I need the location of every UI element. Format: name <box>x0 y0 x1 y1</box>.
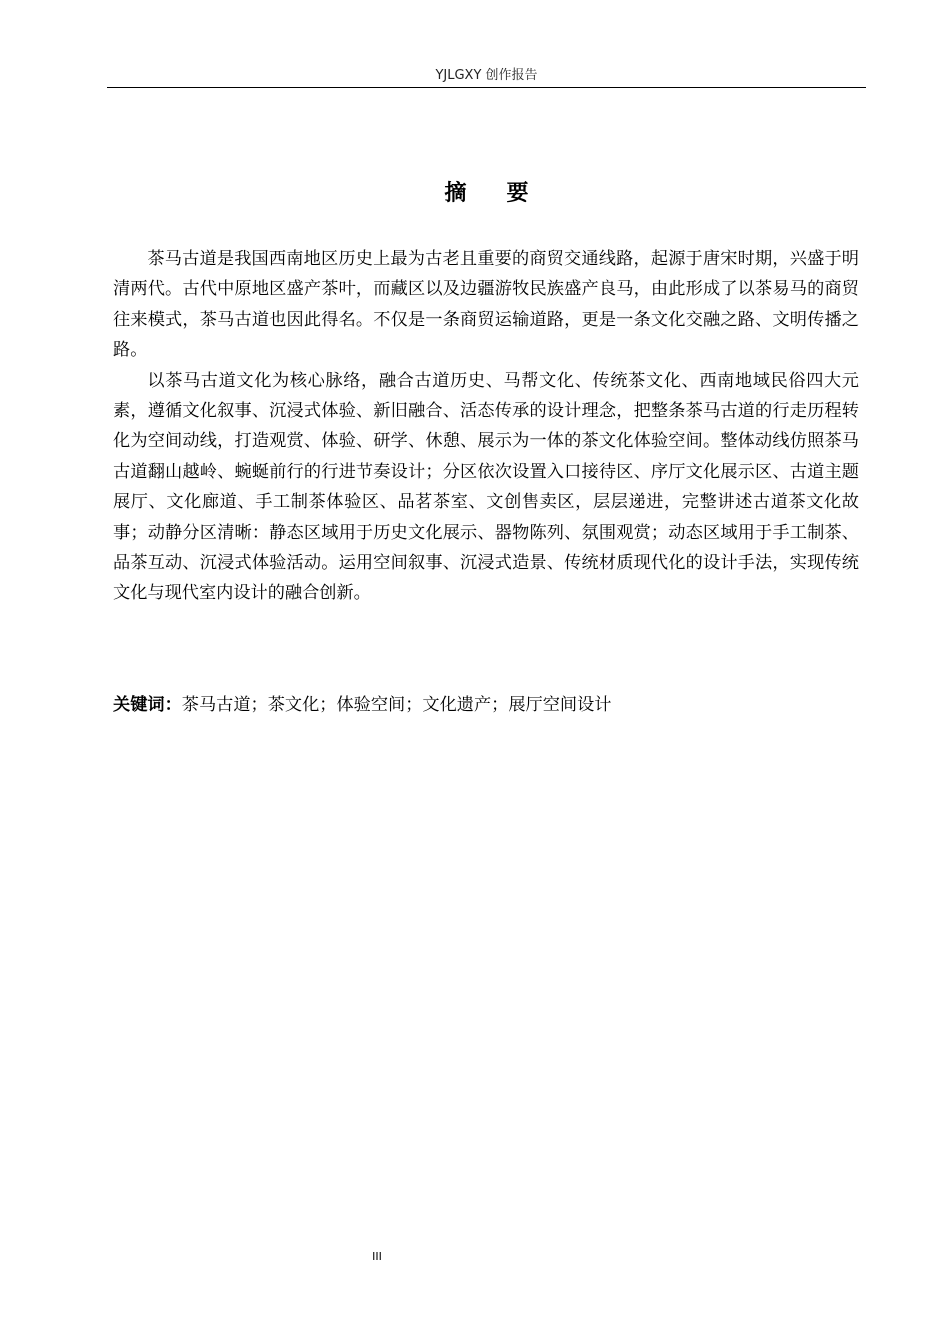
header-divider <box>107 87 866 88</box>
keywords-line <box>113 690 859 720</box>
page-header: YJLGXY 创作报告 <box>435 68 538 83</box>
abstract-title: 摘要 <box>444 181 569 206</box>
keywords-text: 茶马古道；茶文化；体验空间；文化遗产；展厅空间设计 <box>181 695 612 715</box>
abstract-paragraph-2: 以茶马古道文化为核心脉络，融合古道历史、马帮文化、传统茶文化、西南地域民俗四大元素，遵循文化叙事、沉浸式体验、新旧融合、活态传承的设计理念，把整条茶马古道的行走历程转化为空间动线，打造观赏、体验、研学、休憩、展示为一体的茶文化体验空间。整体动线仿照茶马古道翻山越岭、蜿蜒前行的行进节奏设计；分区依次设置入口接待区、序厅文化展示区、古道主题展厅、文化廊道、手工制茶体验区、品茗茶室、文创售卖区，层层递进，完整讲述古道茶文化故事；动静分区清晰：静态区域用于历史文化展示、器物陈列、氛围观赏；动态区域用于手工制茶、品茶互动、沉浸式体验活动。运用空间叙事、沉浸式造景、传统材质现代化的设计手法，实现传统文化与现代室内设计的融合创新。 <box>113 370 859 604</box>
keywords-label: 关键词： <box>113 695 182 715</box>
abstract-body <box>113 244 859 609</box>
abstract-paragraph-1: 茶马古道是我国西南地区历史上最为古老且重要的商贸交通线路，起源于唐宋时期，兴盛于明清两代。古代中原地区盛产茶叶，而藏区以及边疆游牧民族盛产良马，由此形成了以茶易马的商贸往来模式，茶马古道也因此得名。不仅是一条商贸运输道路，更是一条文化交融之路、文明传播之路。 <box>113 249 859 361</box>
page-number: III <box>372 1250 382 1263</box>
